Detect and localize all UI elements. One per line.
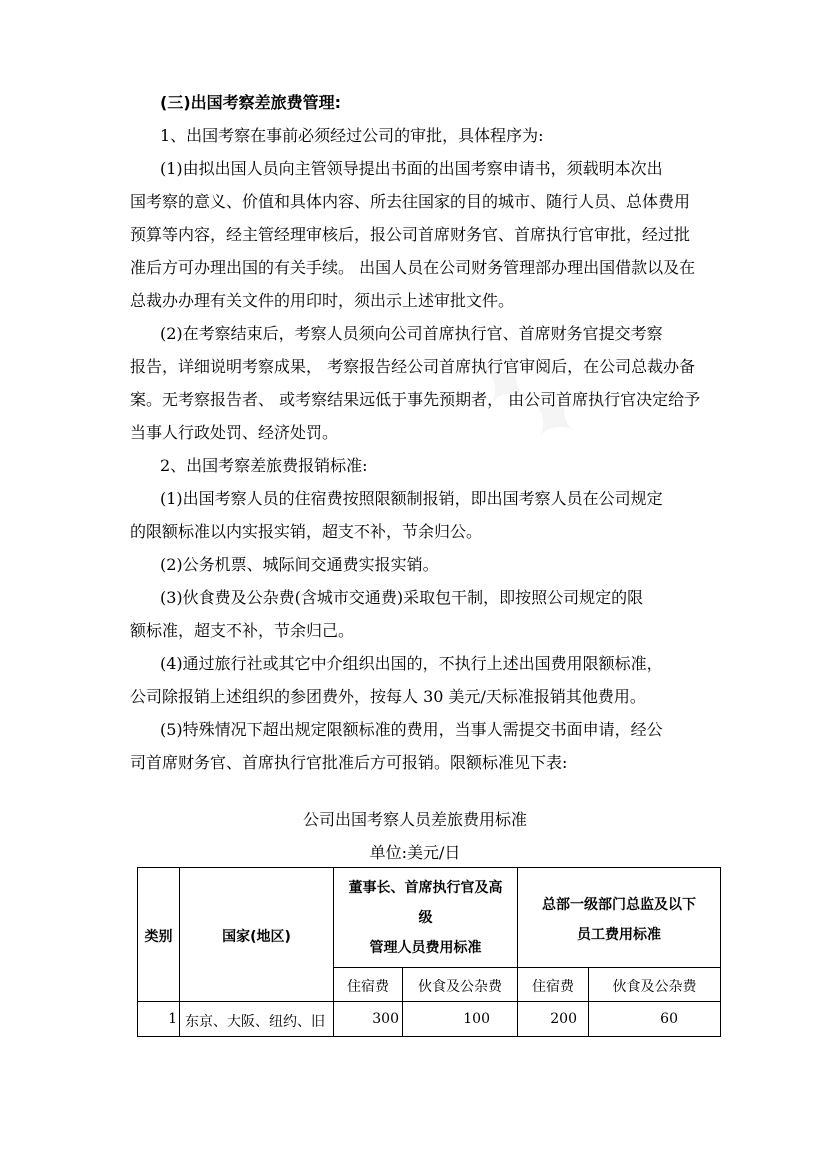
table-row-g2-meals: 60 <box>588 1001 721 1037</box>
table-row-g1-meals: 100 <box>402 1001 518 1037</box>
item1-line: 总裁办办理有关文件的用印时，须出示上述审批文件。 <box>130 291 515 310</box>
subheader-lodging: 住宿费 <box>517 967 589 1002</box>
item2-line: (2)在考察结束后，考察人员须向公司首席执行官、首席财务官提交考察 <box>160 324 663 343</box>
expense-standard-table <box>137 867 721 1037</box>
item2-line: 当事人行政处罚、经济处罚。 <box>130 423 339 442</box>
subheader-lodging: 住宿费 <box>333 967 403 1002</box>
item2-line: 案。无考察报告者、 或考察结果远低于事先预期者， 由公司首席执行官决定给予 <box>130 390 701 409</box>
table-row-g2-lodging: 200 <box>517 1001 589 1037</box>
std3-line: 额标准，超支不补，节余归己。 <box>130 621 355 640</box>
item2-line: 报告，详细说明考察成果， 考察报告经公司首席执行官审阅后，在公司总裁办备 <box>130 357 696 376</box>
table-row-category: 1 <box>137 1001 180 1037</box>
subheader-meals: 伙食及公杂费 <box>588 967 721 1002</box>
header-group-staff: 总部一级部门总监及以下 员工费用标准 <box>517 867 721 968</box>
section-title: (三)出国考察差旅费管理: <box>160 93 342 112</box>
std1-line: (1)出国考察人员的住宿费按照限额制报销，即出国考察人员在公司规定 <box>160 489 663 508</box>
table-unit: 单位:美元/日 <box>369 843 461 862</box>
item1-line: 准后方可办理出国的有关手续。 出国人员在公司财务管理部办理出国借款以及在 <box>130 258 696 277</box>
std4-line: 公司除报销上述组织的参团费外，按每人 30 美元/天标准报销其他费用。 <box>130 687 646 706</box>
table-title: 公司出国考察人员差旅费用标准 <box>302 810 527 829</box>
para1-heading: 1、出国考察在事前必须经过公司的审批，具体程序为: <box>160 126 544 145</box>
std2-line: (2)公务机票、城际间交通费实报实销。 <box>160 555 439 574</box>
subheader-meals: 伙食及公杂费 <box>402 967 518 1002</box>
std1-line: 的限额标准以内实报实销，超支不补，节余归公。 <box>130 522 483 541</box>
item1-line: 预算等内容，经主管经理审核后，报公司首席财务官、首席执行官审批，经过批 <box>130 225 691 244</box>
header-country: 国家(地区) <box>179 867 334 1002</box>
item1-line: (1)由拟出国人员向主管领导提出书面的出国考察申请书，须载明本次出 <box>160 159 663 178</box>
std4-line: (4)通过旅行社或其它中介组织出国的，不执行上述出国费用限额标准， <box>160 654 663 673</box>
header-category: 类别 <box>137 867 180 1002</box>
table-row-country: 东京、大阪、纽约、旧 <box>179 1001 334 1037</box>
item1-line: 国考察的意义、价值和具体内容、所去往国家的目的城市、随行人员、总体费用 <box>130 192 691 211</box>
table-row-g1-lodging: 300 <box>333 1001 403 1037</box>
para2-heading: 2、出国考察差旅费报销标准: <box>160 456 368 475</box>
header-group-executives: 董事长、首席执行官及高 级 管理人员费用标准 <box>333 867 518 968</box>
std3-line: (3)伙食费及公杂费(含城市交通费)采取包干制，即按照公司规定的限 <box>160 588 644 607</box>
std5-line: 司首席财务官、首席执行官批准后方可报销。限额标准见下表: <box>130 753 568 772</box>
std5-line: (5)特殊情况下超出规定限额标准的费用，当事人需提交书面申请，经公 <box>160 720 663 739</box>
